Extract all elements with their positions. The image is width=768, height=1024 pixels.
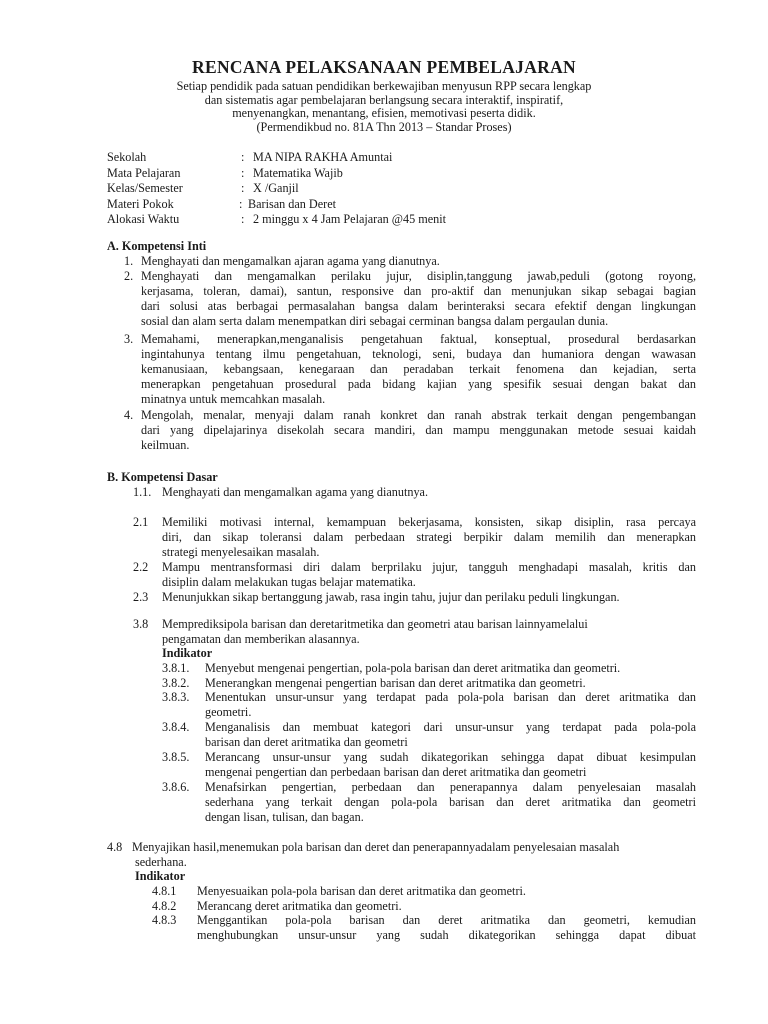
intro-line: Setiap pendidik pada satuan pendidikan berkewajiban menyusun RPP secara lengkap: [176, 79, 592, 93]
list-number: 3.8.3.: [162, 690, 190, 704]
intro-line: (Permendikbud no. 81A Thn 2013 – Standar Proses): [256, 119, 512, 134]
list-line: minatnya untuk memcahkan masalah.: [141, 392, 326, 406]
list-line: dengan lisan, tulisan, dan bagan.: [205, 810, 364, 824]
list-number: 4.8.1: [152, 884, 177, 898]
list-number: 2.: [124, 269, 134, 283]
list-number: 4.8: [107, 840, 123, 854]
intro-line: dan sistematis agar pembelajaran berlangsung secara interaktif, inspiratif,: [204, 92, 564, 107]
info-value: Matematika Wajib: [253, 165, 343, 180]
info-value: 2 minggu x 4 Jam Pelajaran @45 menit: [253, 212, 446, 226]
list-line: Merancang unsur-unsur yang sudah dikategorikan sehingga dapat dibuat kesimpulan: [205, 750, 696, 764]
list-line: dari yang dipelajarinya disekolah secara mandiri, dan mampu menggunakan metode sesuai kaidah: [141, 423, 696, 437]
list-number: 3.8: [133, 617, 149, 631]
list-line: sederhana yang terkait dengan pola-pola barisan dan deret aritmatika dan geometri: [205, 795, 696, 809]
document-title: RENCANA PELAKSANAAN PEMBELAJARAN: [192, 57, 576, 77]
indikator-label: Indikator: [162, 646, 213, 660]
info-row-alokasi-waktu: [107, 212, 707, 228]
info-label: Materi Pokok: [107, 196, 174, 211]
identity-table: [107, 150, 707, 228]
list-line: kerjasama, toleran, damai), santun, responsive dan pro-aktif dan menunjukan sikap sebagai bagian: [141, 284, 696, 298]
list-line: Menghayati dan mengamalkan ajaran agama yang dianutnya.: [141, 254, 440, 268]
list-line: pengamatan dan memberikan alasannya.: [162, 632, 360, 646]
list-line: Menunjukkan sikap bertanggung jawab, rasa ingin tahu, jujur dan perilaku peduli lingkungan.: [162, 590, 620, 604]
info-separator: :: [241, 212, 245, 226]
intro-paragraph: [0, 80, 768, 134]
list-line: Memahami, menerapkan,menganalisis pengetahuan faktual, konseptual, prosedural berdasarkan: [141, 332, 696, 346]
list-line: Menyajikan hasil,menemukan pola barisan dan deret dan penerapannyadalam penyelesaian masalah: [132, 840, 620, 854]
list-number: 3.8.6.: [162, 780, 190, 794]
list-number: 1.: [124, 254, 134, 268]
list-number: 3.8.5.: [162, 750, 190, 764]
info-label: Mata Pelajaran: [107, 165, 181, 180]
list-line: Menyebut mengenai pengertian, pola-pola barisan dan deret aritmatika dan geometri.: [205, 661, 621, 675]
list-number: 4.8.2: [152, 899, 177, 913]
indikator-label: Indikator: [135, 869, 186, 883]
list-line: disiplin dalam melakukan tugas belajar matematika.: [162, 575, 416, 589]
list-number: 4.8.3: [152, 913, 177, 927]
list-line: sederhana.: [135, 855, 187, 869]
list-number: 1.1.: [133, 485, 152, 499]
info-value: MA NIPA RAKHA Amuntai: [253, 150, 393, 164]
info-row-sekolah: [107, 150, 707, 166]
list-line: dari solusi atas berbagai permasalahan bangsa dalam berinteraksi secara efektif dengan lingkungan: [141, 299, 696, 313]
list-line: barisan dan deret aritmatika dan geometri: [205, 735, 408, 749]
list-line: geometri.: [205, 705, 252, 719]
info-label: Sekolah: [107, 150, 147, 164]
list-number: 2.2: [133, 560, 149, 574]
list-line: Menghayati dan mengamalkan perilaku jujur, disiplin,tanggung jawab,peduli (gotong royong,: [141, 269, 696, 283]
list-line: sosial dan alam serta dalam menempatkan diri sebagai cerminan bangsa dalam pergaulan dunia.: [141, 314, 609, 328]
list-line: kemanusiaan, kebangsaan, kenegaraan dan peradaban terkait fenomena dan kejadian, serta: [141, 362, 696, 376]
list-line: Mengolah, menalar, menyaji dalam ranah konkret dan ranah abstrak terkait dengan pengembangan: [141, 408, 696, 422]
list-number: 2.3: [133, 590, 149, 604]
list-number: 3.8.4.: [162, 720, 190, 734]
intro-line: menyenangkan, menantang, efisien, memotivasi peserta didik.: [232, 106, 536, 120]
list-line: Menafsirkan pengertian, perbedaan dan penerapannya dalam penyelesaian masalah: [205, 780, 696, 794]
info-separator: :: [241, 150, 245, 164]
list-line: Menyesuaikan pola-pola barisan dan deret aritmatika dan geometri.: [197, 884, 526, 898]
list-number: 3.8.1.: [162, 661, 190, 675]
info-value: X /Ganjil: [253, 181, 299, 195]
list-line: Menghayati dan mengamalkan agama yang dianutnya.: [162, 485, 429, 499]
list-number: 4.: [124, 408, 134, 422]
list-line: Memiliki motivasi internal, kemampuan bekerjasama, konsisten, sikap disiplin, rasa percaya: [162, 515, 696, 529]
info-separator: :: [241, 165, 245, 180]
list-line: strategi menyelesaikan masalah.: [162, 545, 320, 559]
section-heading-kompetensi-inti: A. Kompetensi Inti: [107, 239, 207, 253]
list-number: 3.8.2.: [162, 676, 190, 690]
info-label: Kelas/Semester: [107, 181, 183, 195]
list-line: menerapkan pengetahuan prosedural pada bidang kajian yang spesifik sesuai dengan bakat dan: [141, 377, 696, 391]
list-line: Menentukan unsur-unsur yang terdapat pada pola-pola barisan dan deret aritmatika dan: [205, 690, 696, 704]
list-line: menghubungkan unsur-unsur yang sudah dikategorikan sehingga dapat dibuat: [197, 928, 696, 942]
list-number: 3.: [124, 332, 134, 346]
info-row-mata-pelajaran: [107, 166, 707, 182]
info-separator: :: [241, 181, 245, 195]
info-value: Barisan dan Deret: [248, 196, 336, 211]
list-line: Merancang deret aritmatika dan geometri.: [197, 899, 402, 913]
list-line: Memprediksipola barisan dan deretaritmetika dan geometri atau barisan lainnyamelalui: [162, 617, 588, 631]
list-line: Menggantikan pola-pola barisan dan deret aritmatika dan geometri, kemudian: [197, 913, 696, 927]
info-row-kelas-semester: [107, 181, 707, 197]
list-number: 2.1: [133, 515, 149, 529]
info-row-materi-pokok: [107, 197, 707, 213]
list-line: Mampu mentransformasi diri dalam berprilaku jujur, tangguh menghadapi masalah, kritis dan: [162, 560, 696, 574]
list-line: mengenai pengertian dan perbedaan barisan dan deret aritmatika dan geometri: [205, 765, 587, 779]
list-line: Menerangkan mengenai pengertian barisan dan deret aritmatika dan geometri.: [205, 676, 586, 690]
section-heading-kompetensi-dasar: B. Kompetensi Dasar: [107, 470, 218, 484]
list-line: diri, dan sikap toleransi dalam perbedaan strategi berpikir dalam memilih dan menerapkan: [162, 530, 696, 544]
list-line: ingintahunya tentang ilmu pengetahuan, teknologi, seni, budaya dan humaniora dengan wawasan: [141, 347, 696, 361]
list-line: keilmuan.: [141, 438, 190, 452]
info-label: Alokasi Waktu: [107, 212, 180, 226]
list-line: Menganalisis dan membuat kategori dari unsur-unsur yang terdapat pada pola-pola: [205, 720, 696, 734]
info-separator: :: [239, 196, 243, 211]
